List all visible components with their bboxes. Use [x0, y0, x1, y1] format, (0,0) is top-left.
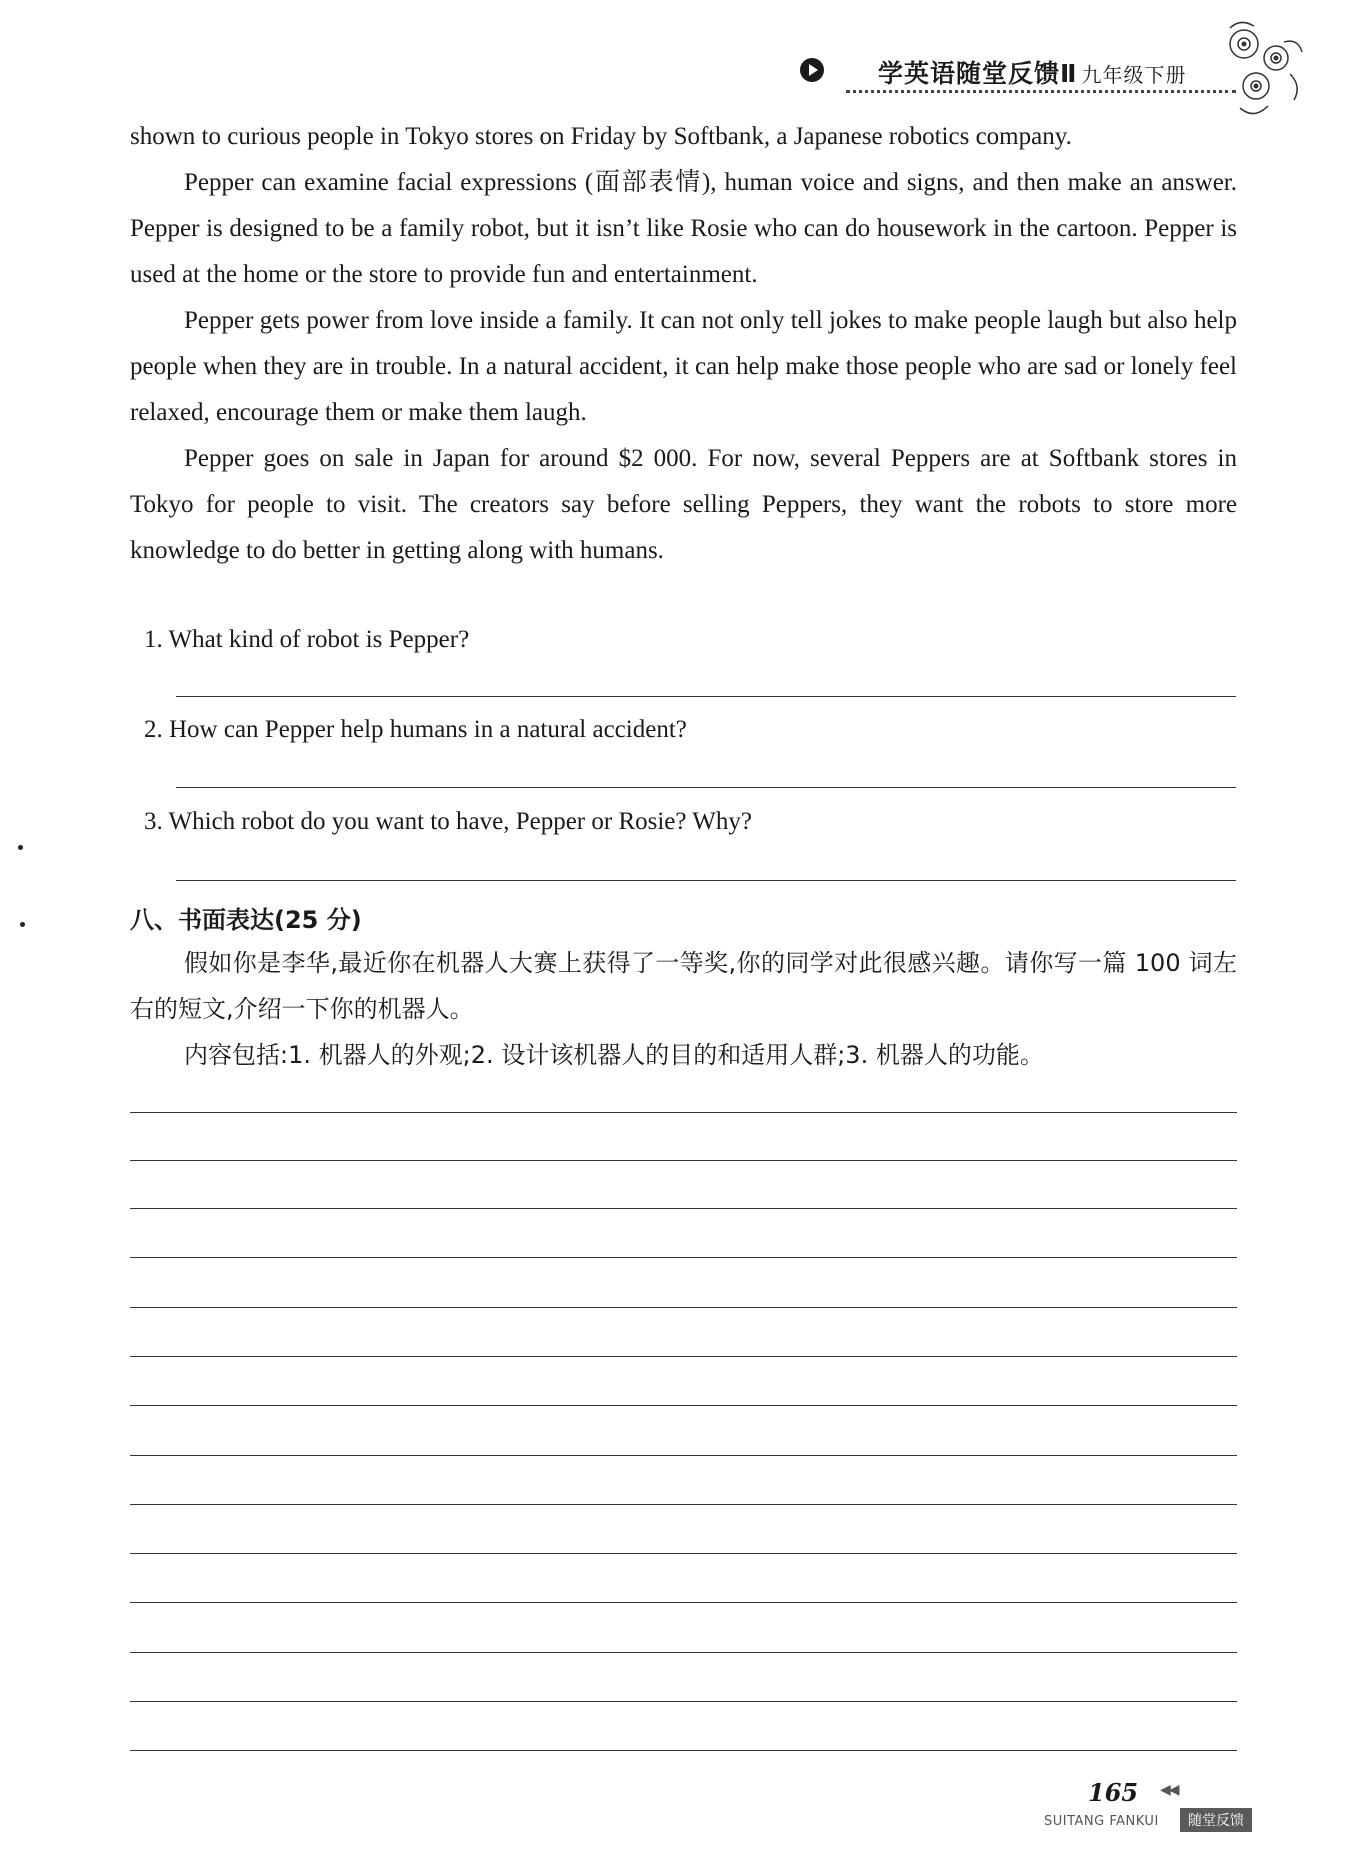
floral-ornament-icon: [1210, 16, 1310, 126]
passage-paragraph: Pepper gets power from love inside a family. It can not only tell jokes to make people laugh but also help people when they are in trouble. In a natural accident, it can help make those people who are sad or lonely feel relaxed, encourage them or make them laugh.: [130, 307, 1237, 426]
question-1: 1. What kind of robot is Pepper?: [144, 626, 470, 653]
margin-mark: [18, 845, 23, 850]
reading-passage: [130, 114, 1237, 574]
writing-line[interactable]: [130, 1553, 1237, 1554]
writing-line[interactable]: [130, 1504, 1237, 1505]
writing-line[interactable]: [130, 1405, 1237, 1406]
writing-line[interactable]: [130, 1112, 1237, 1113]
book-subtitle: 九年级下册: [1081, 63, 1187, 87]
writing-line[interactable]: [130, 1602, 1237, 1603]
answer-line-2[interactable]: [176, 787, 1236, 788]
writing-line[interactable]: [130, 1208, 1237, 1209]
section-title-writing: 八、书面表达(25 分): [130, 906, 362, 934]
question-3: 3. Which robot do you want to have, Pepper or Rosie? Why?: [144, 808, 752, 835]
passage-paragraph: Pepper can examine facial expressions (面部表情), human voice and signs, and then make an answer. Pepper is designed to be a family robot, but it isn’t like Rosie who can do housework in the cartoon. Pepper is used at the home or the store to provide fun and entertainment.: [130, 169, 1237, 288]
play-circle-icon: [800, 58, 824, 82]
double-left-arrow-icon: ◀◀: [1160, 1783, 1178, 1798]
writing-instructions: [130, 940, 1237, 1078]
writing-line[interactable]: [130, 1750, 1237, 1751]
instruction-paragraph: 内容包括:1. 机器人的外观;2. 设计该机器人的目的和适用人群;3. 机器人的功能。: [184, 1041, 1044, 1069]
answer-line-1[interactable]: [176, 696, 1236, 697]
writing-line[interactable]: [130, 1356, 1237, 1357]
header-dotted-rule: [846, 90, 1236, 93]
instruction-paragraph: 假如你是李华,最近你在机器人大赛上获得了一等奖,你的同学对此很感兴趣。请你写一篇 100 词左右的短文,介绍一下你的机器人。: [130, 949, 1237, 1023]
writing-line[interactable]: [130, 1652, 1237, 1653]
passage-paragraph: shown to curious people in Tokyo stores on Friday by Softbank, a Japanese robotics company.: [130, 123, 1072, 150]
answer-line-3[interactable]: [176, 880, 1236, 881]
writing-line[interactable]: [130, 1257, 1237, 1258]
writing-line[interactable]: [130, 1307, 1237, 1308]
writing-line[interactable]: [130, 1160, 1237, 1161]
footer-badge: 随堂反馈: [1180, 1808, 1252, 1832]
margin-mark: [20, 922, 25, 927]
question-2: 2. How can Pepper help humans in a natural accident?: [144, 716, 687, 743]
writing-line[interactable]: [130, 1701, 1237, 1702]
passage-paragraph: Pepper goes on sale in Japan for around $2 000. For now, several Peppers are at Softbank stores in Tokyo for people to visit. The creators say before selling Peppers, they want the robots to store more knowledge to do better in getting along with humans.: [130, 445, 1237, 564]
book-title: 学英语随堂反馈Ⅱ 九年级下册: [878, 59, 1187, 88]
footer-brand: SUITANG FANKUI: [1044, 1814, 1159, 1829]
page-number: 165: [1088, 1778, 1139, 1807]
writing-line[interactable]: [130, 1455, 1237, 1456]
